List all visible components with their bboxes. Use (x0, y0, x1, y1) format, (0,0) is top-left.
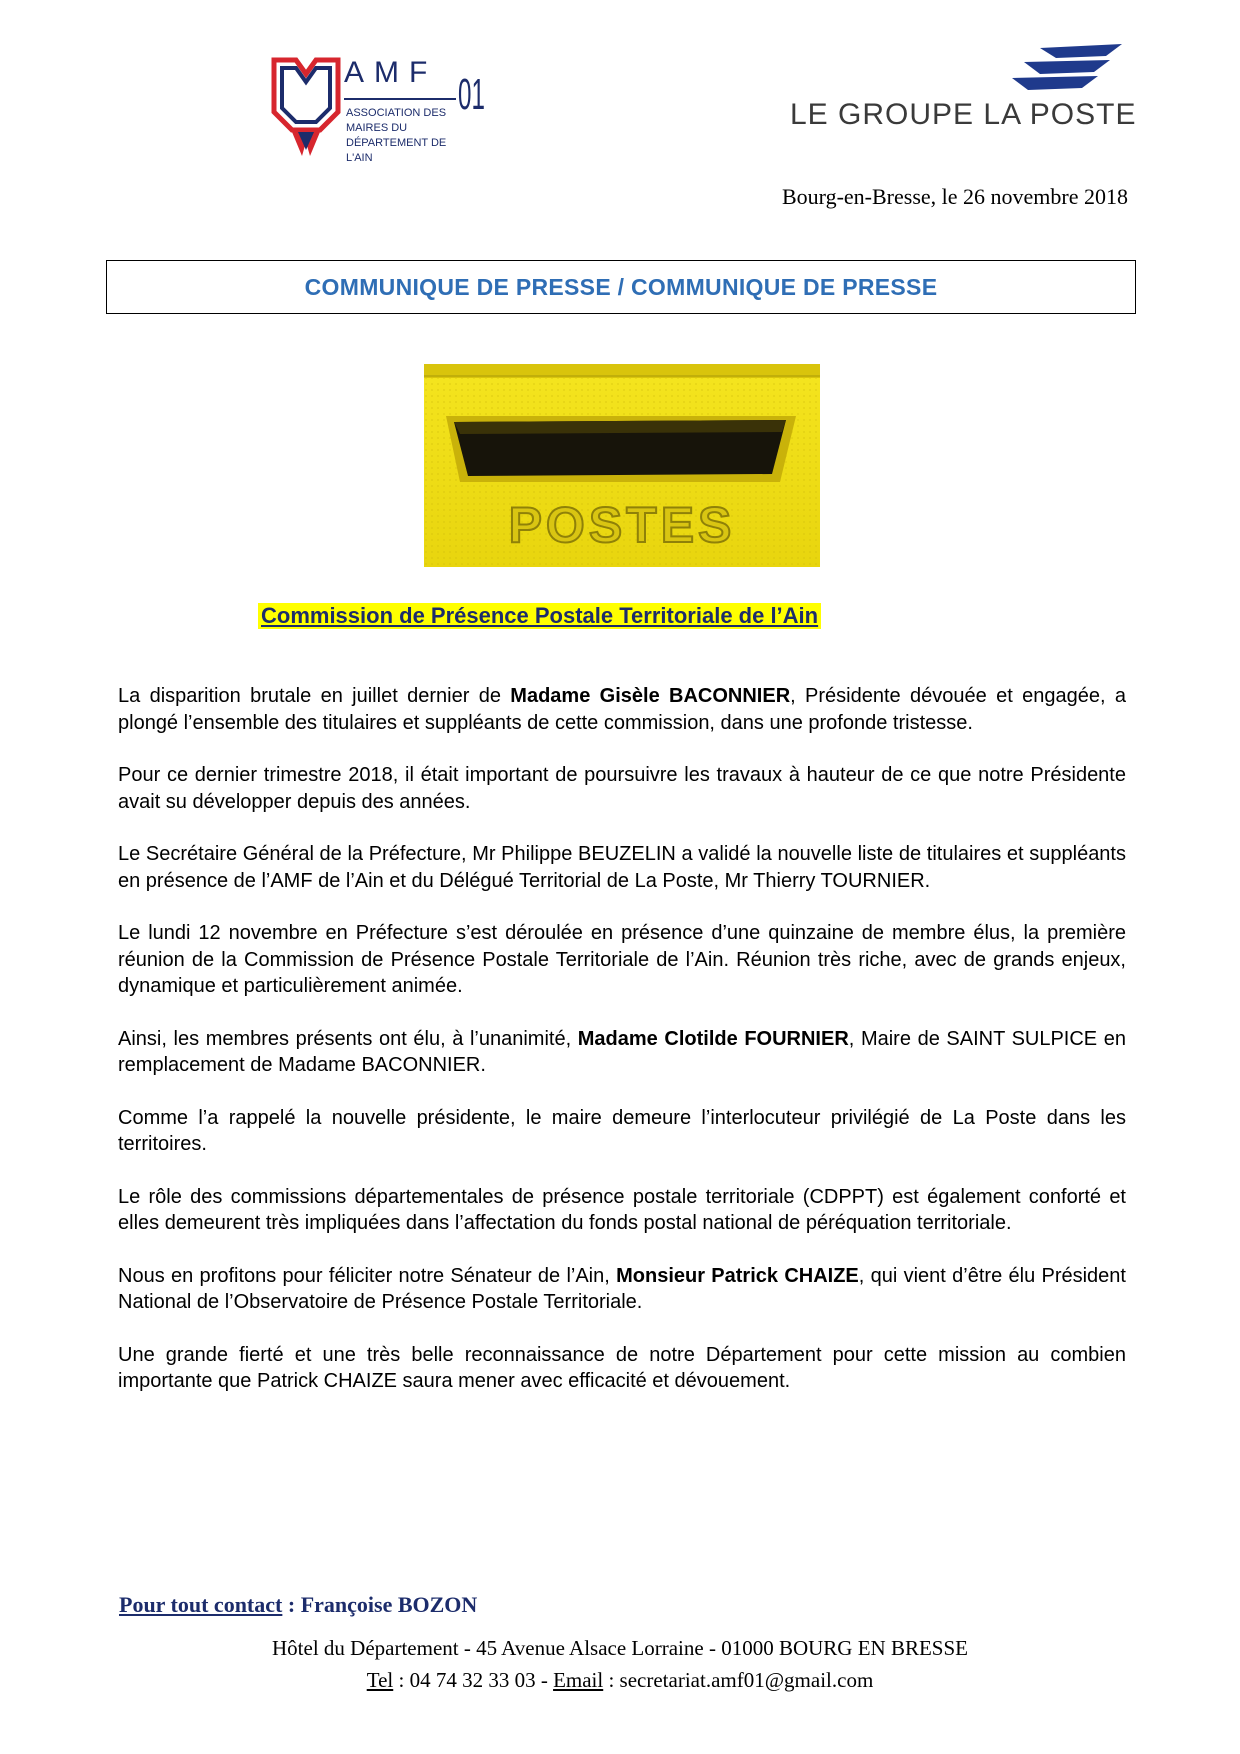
paragraph-2: Pour ce dernier trimestre 2018, il était important de poursuivre les travaux à hauteur de ce que notre Présidente avait su développer depuis des années. (118, 764, 1126, 813)
contact-label: Pour tout contact (119, 1592, 283, 1617)
laposte-text: LE GROUPE LA POSTE (790, 98, 1137, 131)
amf-subtitle: ASSOCIATION DES MAIRES DU DÉPARTEMENT DE L'AIN (346, 107, 447, 164)
paragraph-1: La disparition brutale en juillet dernier de Madame Gisèle BACONNIER, Présidente dévouée et engagée, a plongé l’ensemble des titulaires et suppléants de cette commission, dans une profonde tristesse. (118, 685, 1126, 734)
contact-name: Françoise BOZON (300, 1592, 478, 1617)
paragraph-5: Ainsi, les membres présents ont élu, à l’unanimité, Madame Clotilde FOURNIER, Maire de SAINT SULPICE en remplacement de Madame BACONNIER. (118, 1027, 1127, 1076)
paragraph-4: Le lundi 12 novembre en Préfecture s’est déroulée en présence d’une quinzaine de membre élus, la première réunion de la Commission de Présence Postale Territoriale de l’Ain. Réunion très riche, avec de grands enjeux, dynamique et particulièrement animée. (118, 922, 1126, 997)
date-line: Bourg-en-Bresse, le 26 novembre 2018 (781, 184, 1128, 209)
email-value: : secretariat.amf01@gmail.com (603, 1668, 874, 1692)
amf-number: 01 (458, 70, 485, 119)
laposte-bird-icon (1010, 42, 1130, 102)
footer-contact (0, 1668, 1240, 1693)
name-fournier: Madame Clotilde FOURNIER (577, 1027, 849, 1050)
email-label: Email (553, 1668, 604, 1692)
footer-address: Hôtel du Département - 45 Avenue Alsace Lorraine - 01000 BOURG EN BRESSE (272, 1636, 968, 1660)
amf-letters: AMF (344, 56, 438, 89)
mailbox-image (424, 364, 820, 567)
paragraph-6: Comme l’a rappelé la nouvelle présidente, le maire demeure l’interlocuteur privilégié de La Poste dans les territoires. (118, 1106, 1126, 1155)
amf-emblem-icon (262, 52, 352, 162)
press-release-box (106, 260, 1136, 314)
laposte-logo (780, 42, 1135, 137)
paragraph-9: Une grande fierté et une très belle reconnaissance de notre Département pour cette mission au combien importante que Patrick CHAIZE saura mener avec efficacité et dévouement. (118, 1343, 1126, 1392)
press-release-title: COMMUNIQUE DE PRESSE / COMMUNIQUE DE PRESSE (304, 273, 938, 300)
body-text (118, 683, 1126, 1421)
mailbox-photo (424, 364, 820, 567)
name-chaize: Monsieur Patrick CHAIZE (616, 1264, 859, 1287)
amf-logo (262, 52, 485, 164)
paragraph-8: Nous en profitons pour féliciter notre Sénateur de l’Ain, Monsieur Patrick CHAIZE, qui vient d’être élu Président National de l’Observatoire de Présence Postale Territoriale. (118, 1264, 1126, 1313)
contact-line: Pour tout contact : Françoise BOZON (119, 1592, 478, 1617)
amf-divider (344, 98, 456, 100)
name-baconnier: Madame Gisèle BACONNIER (510, 685, 791, 707)
paragraph-3: Le Secrétaire Général de la Préfecture, Mr Philippe BEUZELIN a validé la nouvelle liste de titulaires et suppléants en présence de l’AMF de l’Ain et du Délégué Territorial de La Poste, Mr Thierry TOURNIER. (118, 843, 1126, 892)
paragraph-7: Le rôle des commissions départementales de présence postale territoriale (CDPPT) est également conforté et elles demeurent très impliquées dans l’affectation du fonds postal national de péréquation territoriale. (118, 1185, 1126, 1234)
tel-value: : 04 74 32 33 03 - (393, 1668, 554, 1692)
tel-label: Tel (366, 1668, 394, 1692)
commission-title: Commission de Présence Postale Territoriale de l’Ain (258, 603, 821, 629)
mailbox-postes-text: POSTES (508, 497, 736, 553)
